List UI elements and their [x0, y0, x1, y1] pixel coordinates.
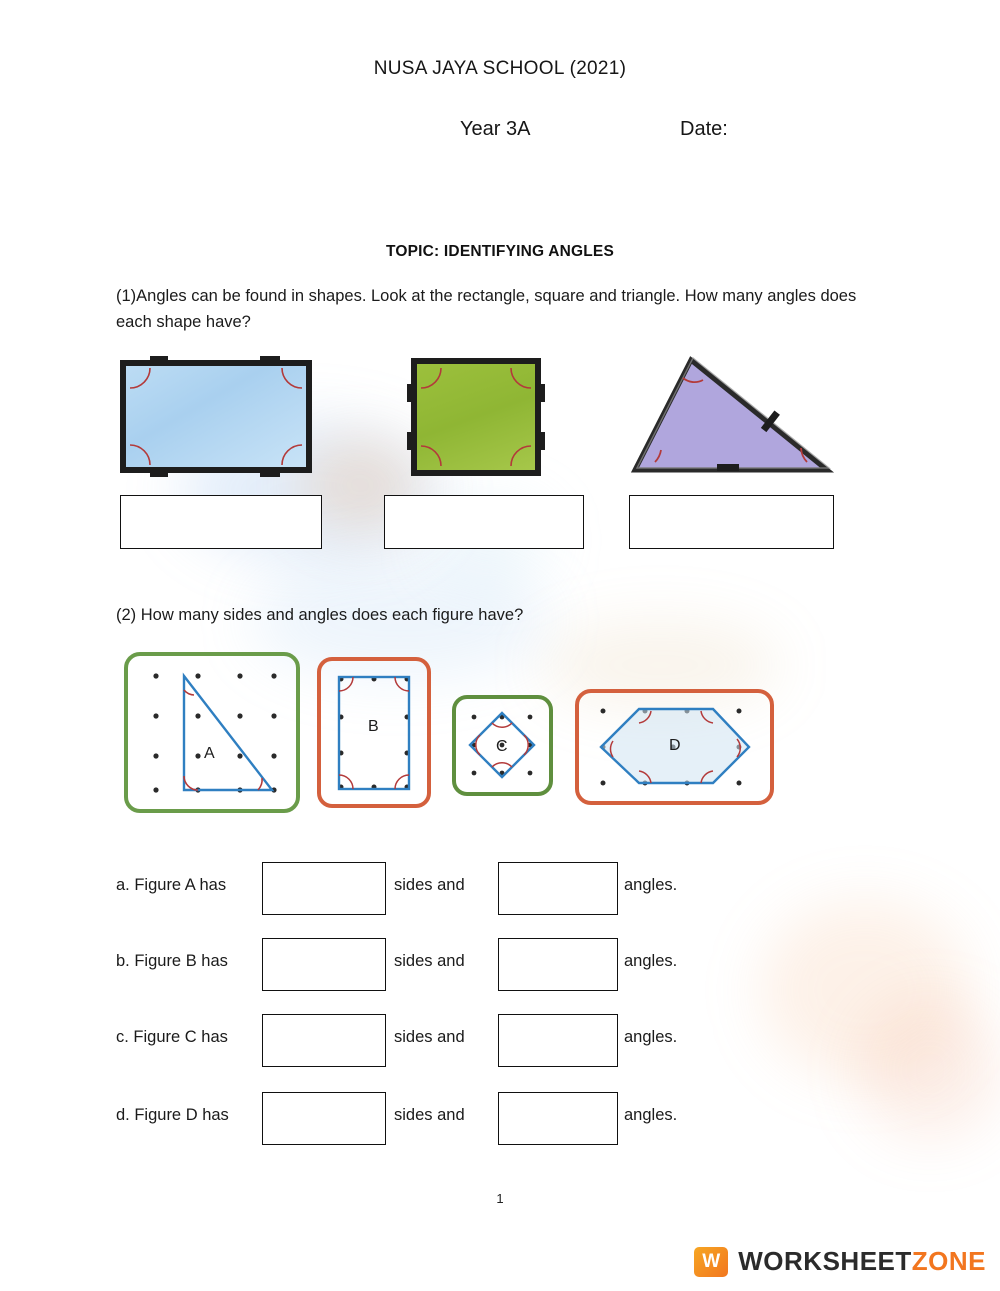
- worksheetzone-logo: [694, 1246, 986, 1277]
- answer-box-rectangle[interactable]: [120, 495, 322, 549]
- answer-row-c: [116, 1014, 916, 1066]
- figure-d-label: D: [669, 737, 681, 754]
- date-label: Date:: [680, 118, 728, 140]
- square-angle-arcs: [411, 358, 541, 476]
- topic-heading: TOPIC: IDENTIFYING ANGLES: [385, 243, 615, 260]
- row-d-sides-input[interactable]: [262, 1092, 386, 1145]
- row-c-angles-input[interactable]: [498, 1014, 618, 1067]
- question-1-text: (1)Angles can be found in shapes. Look at the rectangle, square and triangle. How many angles does each shape have?: [116, 287, 857, 331]
- page-number: 1: [496, 1191, 504, 1206]
- row-c-sides-input[interactable]: [262, 1014, 386, 1067]
- square-shape: [411, 358, 541, 476]
- row-b-sides-input[interactable]: [262, 938, 386, 991]
- row-a-angles-input[interactable]: [498, 862, 618, 915]
- brand-w-icon: W: [694, 1247, 728, 1277]
- row-d-middle: sides and: [394, 1106, 465, 1124]
- triangle-shape: [625, 354, 837, 479]
- answer-row-d: [116, 1092, 916, 1144]
- figure-d: [573, 687, 776, 807]
- row-d-angles-input[interactable]: [498, 1092, 618, 1145]
- year-date-line: [0, 118, 1000, 146]
- answer-box-triangle[interactable]: [629, 495, 834, 549]
- row-b-prefix: b. Figure B has: [116, 952, 228, 970]
- row-b-angles-input[interactable]: [498, 938, 618, 991]
- answer-row-a: [116, 862, 916, 914]
- row-b-suffix: angles.: [624, 952, 678, 970]
- row-b-middle: sides and: [394, 952, 465, 970]
- row-c-prefix: c. Figure C has: [116, 1028, 228, 1046]
- row-d-suffix: angles.: [624, 1106, 678, 1124]
- row-a-middle: sides and: [394, 876, 465, 894]
- rectangle-shape: [120, 360, 312, 473]
- row-c-suffix: angles.: [624, 1028, 678, 1046]
- figure-b: [315, 655, 433, 810]
- row-d-prefix: d. Figure D has: [116, 1106, 229, 1124]
- question-1-answer-boxes: [0, 495, 1000, 555]
- brand-word-zone: ZONE: [911, 1246, 986, 1276]
- triangle-drawing: [625, 354, 837, 479]
- figure-a-label: A: [204, 745, 215, 762]
- row-a-sides-input[interactable]: [262, 862, 386, 915]
- question-2-figures: [0, 645, 1000, 820]
- figure-a-drawing: [122, 650, 302, 815]
- school-title: NUSA JAYA SCHOOL (2021): [373, 58, 627, 79]
- row-c-middle: sides and: [394, 1028, 465, 1046]
- question-2-text: (2) How many sides and angles does each figure have?: [116, 606, 524, 624]
- row-a-suffix: angles.: [624, 876, 678, 894]
- answer-row-b: [116, 938, 916, 990]
- figure-c: [450, 693, 555, 798]
- figure-c-label: C: [496, 738, 508, 755]
- answer-box-square[interactable]: [384, 495, 584, 549]
- figure-b-label: B: [368, 718, 379, 735]
- row-a-prefix: a. Figure A has: [116, 876, 227, 894]
- rectangle-angle-arcs: [120, 360, 312, 473]
- figure-a: [122, 650, 302, 815]
- year-label: Year 3A: [460, 118, 531, 140]
- brand-word-worksheet: WORKSHEET: [738, 1246, 912, 1276]
- brand-wordmark: [738, 1246, 986, 1277]
- question-1-shapes: [0, 350, 1000, 480]
